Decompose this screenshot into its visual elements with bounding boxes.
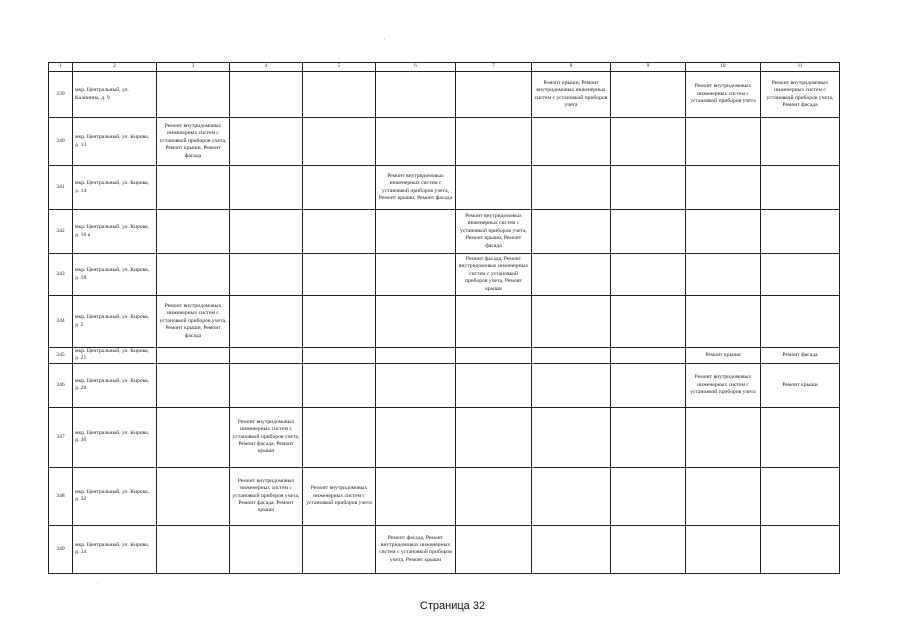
column-header: 8 [532, 63, 611, 72]
work-cell-col-7: Ремонт внутридомовых инженерных систем с установкой приборов учета, Ремонт крыши, Ремонт фасада [456, 210, 532, 254]
work-cell-col-8 [532, 363, 611, 407]
work-cell-col-11 [761, 467, 840, 525]
work-cell-col-6 [376, 348, 456, 364]
work-cell-col-5 [303, 407, 376, 467]
table-row [49, 525, 840, 573]
column-header: 11 [761, 63, 840, 72]
work-cell-col-3 [157, 210, 230, 254]
work-cell-col-11: Ремонт крыши [761, 363, 840, 407]
address-cell: мкр. Центральный, ул. Кирова, д. 34 [73, 525, 157, 573]
row-number: 345 [49, 348, 73, 364]
work-cell-col-4 [230, 348, 303, 364]
address-cell: мкр. Центральный, ул. Калинина, д. 9 [73, 72, 157, 118]
work-cell-col-7 [456, 407, 532, 467]
table-row [49, 72, 840, 118]
work-cell-col-5 [303, 525, 376, 573]
work-cell-col-9 [611, 72, 686, 118]
column-header: 1 [49, 63, 73, 72]
work-cell-col-4 [230, 72, 303, 118]
work-cell-col-8 [532, 166, 611, 210]
work-cell-col-6 [376, 407, 456, 467]
work-cell-col-3: Ремонт внутридомовых инженерных систем с установкой приборов учета, Ремонт крыши, Ремонт фасада [157, 296, 230, 348]
row-number: 346 [49, 363, 73, 407]
table-row [49, 348, 840, 364]
work-cell-col-10 [686, 407, 761, 467]
work-cell-col-5 [303, 348, 376, 364]
work-cell-col-3 [157, 166, 230, 210]
header-row [49, 63, 840, 72]
row-number: 349 [49, 525, 73, 573]
column-header: 2 [73, 63, 157, 72]
work-cell-col-3 [157, 407, 230, 467]
work-cell-col-9 [611, 296, 686, 348]
work-cell-col-7 [456, 363, 532, 407]
work-cell-col-9 [611, 210, 686, 254]
work-cell-col-11 [761, 166, 840, 210]
address-cell: мкр. Центральный, ул. Кирова, д. 2 [73, 296, 157, 348]
column-header: 4 [230, 63, 303, 72]
work-cell-col-6: Ремонт фасада, Ремонт внутридомовых инженерных систем с установкой приборов учета, Ремонт крыши [376, 525, 456, 573]
work-cell-col-6 [376, 118, 456, 166]
work-cell-col-7 [456, 72, 532, 118]
work-cell-col-9 [611, 118, 686, 166]
work-cell-col-11 [761, 118, 840, 166]
work-cell-col-8 [532, 254, 611, 296]
work-cell-col-5 [303, 72, 376, 118]
row-number: 339 [49, 72, 73, 118]
work-cell-col-6 [376, 363, 456, 407]
work-cell-col-8: Ремонт крыши, Ремонт внутридомовых инженерных систем с установкой приборов учета [532, 72, 611, 118]
work-cell-col-5 [303, 296, 376, 348]
work-cell-col-6 [376, 72, 456, 118]
table-row [49, 166, 840, 210]
work-cell-col-6 [376, 254, 456, 296]
work-cell-col-4 [230, 296, 303, 348]
work-cell-col-9 [611, 525, 686, 573]
address-cell: мкр. Центральный, ул. Кирова, д. 16 а [73, 210, 157, 254]
work-cell-col-3 [157, 254, 230, 296]
row-number: 347 [49, 407, 73, 467]
work-cell-col-10: Ремонт крыши [686, 348, 761, 364]
work-cell-col-5 [303, 363, 376, 407]
work-cell-col-6 [376, 210, 456, 254]
row-number: 340 [49, 118, 73, 166]
work-cell-col-8 [532, 296, 611, 348]
table-row [49, 296, 840, 348]
column-header: 6 [376, 63, 456, 72]
address-cell: мкр. Центральный, ул. Кирова, д. 14 [73, 166, 157, 210]
work-cell-col-5 [303, 254, 376, 296]
work-cell-col-7 [456, 348, 532, 364]
address-cell: мкр. Центральный, ул. Кирова, д. 28 [73, 363, 157, 407]
table-row [49, 407, 840, 467]
work-cell-col-5 [303, 166, 376, 210]
work-cell-col-5: Ремонт внутридомовых инженерных систем с установкой приборов учета [303, 467, 376, 525]
work-cell-col-11: Ремонт фасада [761, 348, 840, 364]
row-number: 342 [49, 210, 73, 254]
work-cell-col-4: Ремонт внутридомовых инженерных систем с установкой приборов учета, Ремонт фасада, Ремонт крыши [230, 467, 303, 525]
table-row [49, 210, 840, 254]
table-body [49, 72, 840, 574]
table-row [49, 254, 840, 296]
address-cell: мкр. Центральный, ул. Кирова, д. 32 [73, 467, 157, 525]
address-cell: мкр. Центральный, ул. Кирова, д. 13 [73, 118, 157, 166]
work-cell-col-4: Ремонт внутридомовых инженерных систем с установкой приборов учета, Ремонт фасада, Ремонт крыши [230, 407, 303, 467]
table-header [49, 63, 840, 72]
work-cell-col-9 [611, 254, 686, 296]
work-cell-col-10 [686, 254, 761, 296]
work-cell-col-7 [456, 525, 532, 573]
work-cell-col-9 [611, 166, 686, 210]
work-cell-col-5 [303, 118, 376, 166]
work-cell-col-11 [761, 296, 840, 348]
work-cell-col-11 [761, 254, 840, 296]
column-header: 5 [303, 63, 376, 72]
work-cell-col-11 [761, 407, 840, 467]
work-cell-col-4 [230, 210, 303, 254]
work-cell-col-3 [157, 467, 230, 525]
work-cell-col-7: Ремонт фасада, Ремонт внутридомовых инженерных систем с установкой приборов учета, Ремонт крыши [456, 254, 532, 296]
work-cell-col-11 [761, 210, 840, 254]
work-cell-col-4 [230, 525, 303, 573]
column-header: 3 [157, 63, 230, 72]
work-cell-col-10 [686, 166, 761, 210]
column-header: 9 [611, 63, 686, 72]
column-header: 7 [456, 63, 532, 72]
table-row [49, 467, 840, 525]
work-cell-col-4 [230, 254, 303, 296]
work-cell-col-6: Ремонт внутридомовых инженерных систем с установкой приборов учета, Ремонт крыши, Ремонт фасада [376, 166, 456, 210]
address-cell: мкр. Центральный, ул. Кирова, д. 18 [73, 254, 157, 296]
work-cell-col-4 [230, 118, 303, 166]
work-cell-col-10: Ремонт внутридомовых инженерных систем с установкой приборов учета [686, 363, 761, 407]
work-cell-col-7 [456, 296, 532, 348]
row-number: 348 [49, 467, 73, 525]
work-cell-col-9 [611, 363, 686, 407]
work-cell-col-9 [611, 407, 686, 467]
work-cell-col-10 [686, 210, 761, 254]
work-cell-col-8 [532, 118, 611, 166]
work-cell-col-6 [376, 467, 456, 525]
address-cell: мкр. Центральный, ул. Кирова, д. 30 [73, 407, 157, 467]
column-header: 10 [686, 63, 761, 72]
work-cell-col-9 [611, 348, 686, 364]
work-cell-col-10 [686, 467, 761, 525]
table-row [49, 118, 840, 166]
work-cell-col-8 [532, 210, 611, 254]
work-cell-col-3: Ремонт внутридомовых инженерных систем с установкой приборов учета, Ремонт крыши, Ремонт фасада [157, 118, 230, 166]
work-cell-col-6 [376, 296, 456, 348]
work-cell-col-11 [761, 525, 840, 573]
page-number: Страница 32 [419, 600, 486, 612]
work-cell-col-3 [157, 348, 230, 364]
scan-speck: · [383, 34, 386, 44]
work-cell-col-8 [532, 407, 611, 467]
work-cell-col-4 [230, 363, 303, 407]
row-number: 341 [49, 166, 73, 210]
work-cell-col-10 [686, 525, 761, 573]
scan-speck: · [96, 578, 99, 588]
table-row [49, 363, 840, 407]
work-cell-col-3 [157, 525, 230, 573]
work-cell-col-9 [611, 467, 686, 525]
work-cell-col-7 [456, 166, 532, 210]
work-cell-col-3 [157, 363, 230, 407]
work-cell-col-8 [532, 525, 611, 573]
address-cell: мкр. Центральный, ул. Кирова, д. 21 [73, 348, 157, 364]
work-cell-col-7 [456, 467, 532, 525]
row-number: 343 [49, 254, 73, 296]
work-cell-col-8 [532, 348, 611, 364]
work-cell-col-5 [303, 210, 376, 254]
work-cell-col-8 [532, 467, 611, 525]
work-cell-col-3 [157, 72, 230, 118]
work-cell-col-10 [686, 118, 761, 166]
work-cell-col-4 [230, 166, 303, 210]
register-table [48, 62, 840, 574]
work-cell-col-10: Ремонт внутридомовых инженерных систем с установкой приборов учета [686, 72, 761, 118]
work-cell-col-7 [456, 118, 532, 166]
work-cell-col-10 [686, 296, 761, 348]
row-number: 344 [49, 296, 73, 348]
work-cell-col-11: Ремонт внутридомовых инженерных систем с установкой приборов учета, Ремонт фасада [761, 72, 840, 118]
